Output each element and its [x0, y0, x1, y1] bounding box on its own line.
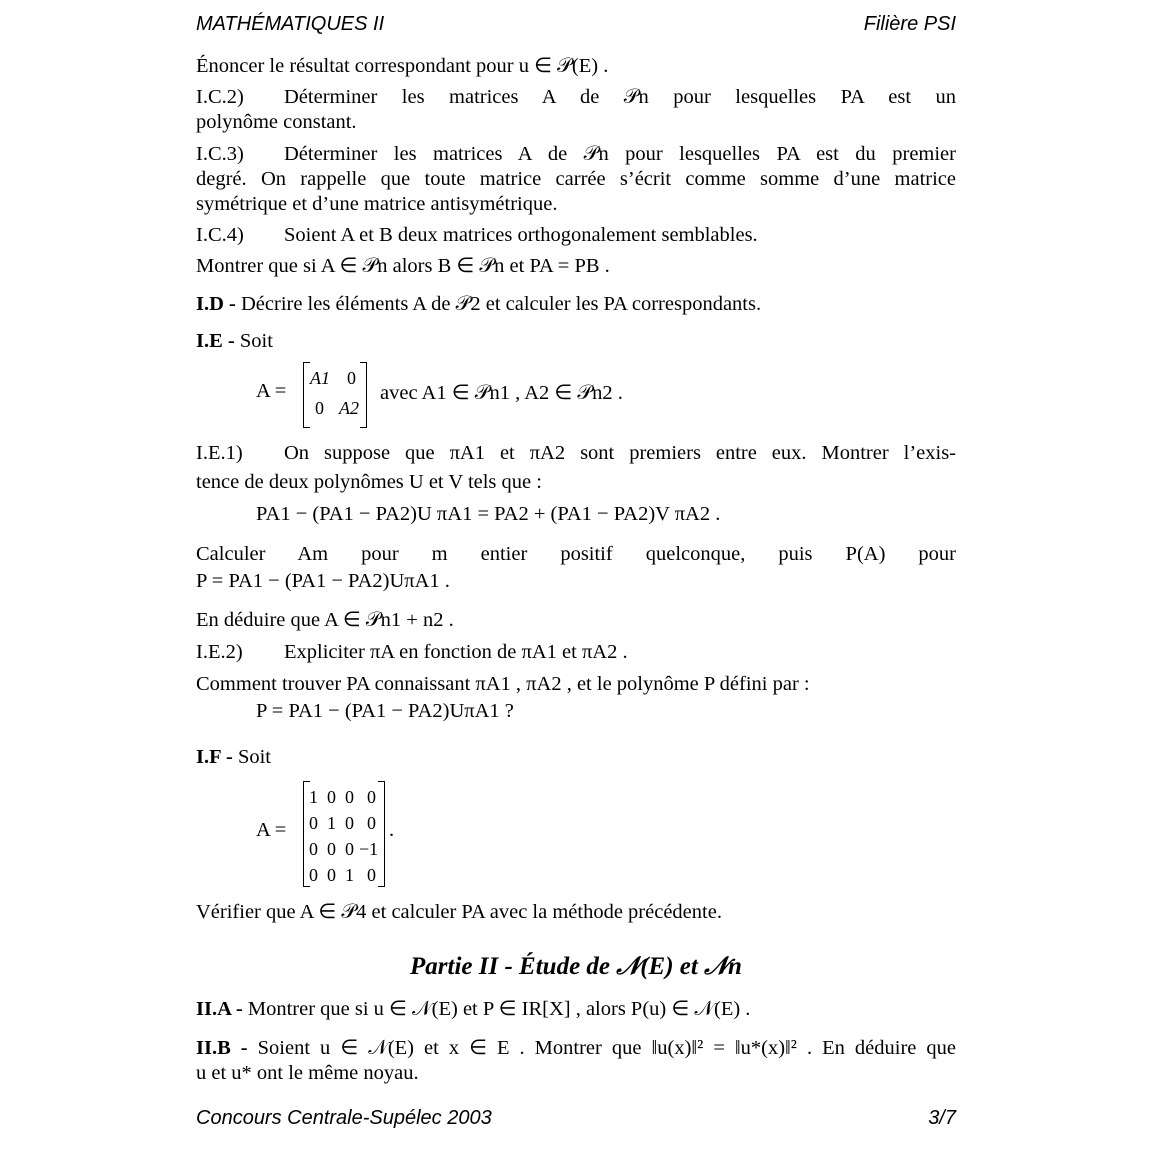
- matrix-if-cell: 0: [327, 839, 336, 859]
- line-ie: [196, 328, 956, 354]
- line-ie1-identity-text: PA1 − (PA1 − PA2)U πA1 = PA2 + (PA1 − PA2)V πA2 .: [256, 503, 721, 525]
- matrix-if-cell: 0: [367, 865, 376, 885]
- section-title-partie-ii: Partie II - Étude de 𝒩(E) et 𝒩n: [410, 953, 742, 980]
- line-ic3-cont1-text: degré. On rappelle que toute matrice carrée s’écrit comme somme d’une matrice: [196, 168, 956, 190]
- line-ie2-text: Expliciter πA en fonction de πA1 et πA2 .: [284, 641, 628, 663]
- matrix-if-cell: 0: [367, 813, 376, 833]
- matrix-if-cell: 0: [345, 839, 354, 859]
- line-p-def-2: [256, 698, 956, 724]
- line-ie1-cont: [196, 469, 956, 495]
- line-ic2-text: Déterminer les matrices A de 𝒫n pour lesquelles PA est un: [284, 86, 956, 108]
- matrix-ie: [303, 362, 367, 428]
- line-ic4: [196, 222, 956, 248]
- header-track: Filière PSI: [863, 13, 956, 35]
- matrix-if-cell: 0: [345, 813, 354, 833]
- matrix-if-cell: 0: [345, 787, 354, 807]
- matrix-if-cell: 0: [309, 813, 318, 833]
- matrix-if-cell: −1: [359, 839, 379, 859]
- matrix-if-cell: 1: [345, 865, 354, 885]
- line-verifier-text: Vérifier que A ∈ 𝒫4 et calculer PA avec la méthode précédente.: [196, 901, 722, 923]
- line-iib: [196, 1035, 956, 1061]
- label-ie2: I.E.2): [196, 641, 243, 663]
- line-p-def: [196, 568, 956, 594]
- page-header: [196, 12, 956, 36]
- line-verifier: [196, 899, 956, 925]
- matrix-if-cell: 1: [327, 813, 336, 833]
- line-ic3-cont2: [196, 191, 956, 217]
- line-iia-text: Montrer que si u ∈ 𝒩(E) et P ∈ IR[X] , alors P(u) ∈ 𝒩(E) .: [247, 998, 751, 1020]
- matrix-if-right-bracket: [378, 781, 385, 887]
- line-p-def-2-text: P = PA1 − (PA1 − PA2)UπA1 ?: [256, 700, 514, 722]
- label-iia: II.A -: [196, 998, 243, 1020]
- line-ic4-text: Soient A et B deux matrices orthogonalement semblables.: [284, 224, 758, 246]
- line-en-deduire: [196, 607, 956, 633]
- matrix-ie-right-bracket: [360, 362, 367, 428]
- line-ie1-cont-text: tence de deux polynômes U et V tels que :: [196, 471, 542, 493]
- label-iib: II.B -: [196, 1037, 248, 1059]
- line-en-deduire-text: En déduire que A ∈ 𝒫n1 + n2 .: [196, 609, 454, 631]
- matrix-ie-cell: A1: [310, 368, 330, 388]
- footer-exam: Concours Centrale-Supélec 2003: [196, 1107, 492, 1129]
- line-id: [196, 291, 956, 317]
- line-ic2: [196, 84, 956, 110]
- matrix-if-tail: .: [389, 819, 395, 841]
- label-ic2: I.C.2): [196, 86, 244, 108]
- line-ie1-text: On suppose que πA1 et πA2 sont premiers entre eux. Montrer l’exis-: [284, 442, 956, 464]
- page-footer: [196, 1106, 956, 1130]
- matrix-ie-left-bracket: [303, 362, 310, 428]
- matrix-if-cell: 1: [309, 787, 318, 807]
- line-calculer: [196, 541, 956, 567]
- line-ie1-identity: [256, 501, 956, 527]
- line-iib-text: Soient u ∈ 𝒩(E) et x ∈ E . Montrer que ‖u(x)‖² = ‖u*(x)‖² . En déduire que: [257, 1037, 956, 1059]
- matrix-ie-cell: A2: [339, 398, 359, 418]
- matrix-if-cell: 0: [327, 865, 336, 885]
- matrix-ie-cell: 0: [315, 398, 324, 418]
- matrix-if-cell: 0: [309, 839, 318, 859]
- line-calculer-text: Calculer Am pour m entier positif quelconque, puis P(A) pour: [196, 543, 956, 565]
- line-iib-cont: [196, 1060, 956, 1086]
- matrix-if-lhs: A =: [256, 819, 287, 841]
- label-ie1: I.E.1): [196, 442, 243, 464]
- header-subject: MATHÉMATIQUES II: [196, 13, 385, 35]
- line-ic4-cont-text: Montrer que si A ∈ 𝒫n alors B ∈ 𝒫n et PA = PB .: [196, 255, 610, 277]
- footer-page-number: 3/7: [928, 1107, 956, 1129]
- line-if-text: Soit: [237, 746, 271, 768]
- line-ie1: [196, 440, 956, 466]
- line-ie2: [196, 639, 956, 665]
- matrix-ie-cell: 0: [347, 368, 356, 388]
- label-ie: I.E -: [196, 330, 235, 352]
- line-ic3-cont1: [196, 166, 956, 192]
- label-ic4: I.C.4): [196, 224, 244, 246]
- line-comment: [196, 671, 956, 697]
- label-if: I.F -: [196, 746, 233, 768]
- line-p-def-text: P = PA1 − (PA1 − PA2)UπA1 .: [196, 570, 450, 592]
- line-ic4-cont: [196, 253, 956, 279]
- line-ic2-cont-text: polynôme constant.: [196, 111, 357, 133]
- line-enoncer-text: Énoncer le résultat correspondant pour u ∈ 𝒫(E) .: [196, 55, 609, 77]
- matrix-if-cell: 0: [367, 787, 376, 807]
- matrix-if-cell: 0: [309, 865, 318, 885]
- line-iia: [196, 996, 956, 1022]
- label-ic3: I.C.3): [196, 143, 244, 165]
- line-ic3-text: Déterminer les matrices A de 𝒫n pour lesquelles PA est du premier: [284, 143, 956, 165]
- line-enoncer: [196, 53, 956, 79]
- label-id: I.D -: [196, 293, 236, 315]
- matrix-if-cell: 0: [327, 787, 336, 807]
- line-ie-text: Soit: [239, 330, 273, 352]
- matrix-ie-condition: avec A1 ∈ 𝒫n1 , A2 ∈ 𝒫n2 .: [380, 382, 623, 404]
- matrix-ie-lhs: A =: [256, 380, 287, 402]
- line-ic3: [196, 141, 956, 167]
- line-id-text: Décrire les éléments A de 𝒫2 et calculer les PA correspondants.: [240, 293, 762, 315]
- line-ic3-cont2-text: symétrique et d’une matrice antisymétrique.: [196, 193, 558, 215]
- matrix-if: [303, 781, 385, 887]
- line-iib-cont-text: u et u* ont le même noyau.: [196, 1062, 419, 1084]
- line-if: [196, 744, 956, 770]
- line-comment-text: Comment trouver PA connaissant πA1 , πA2 , et le polynôme P défini par :: [196, 673, 810, 695]
- line-ic2-cont: [196, 109, 956, 135]
